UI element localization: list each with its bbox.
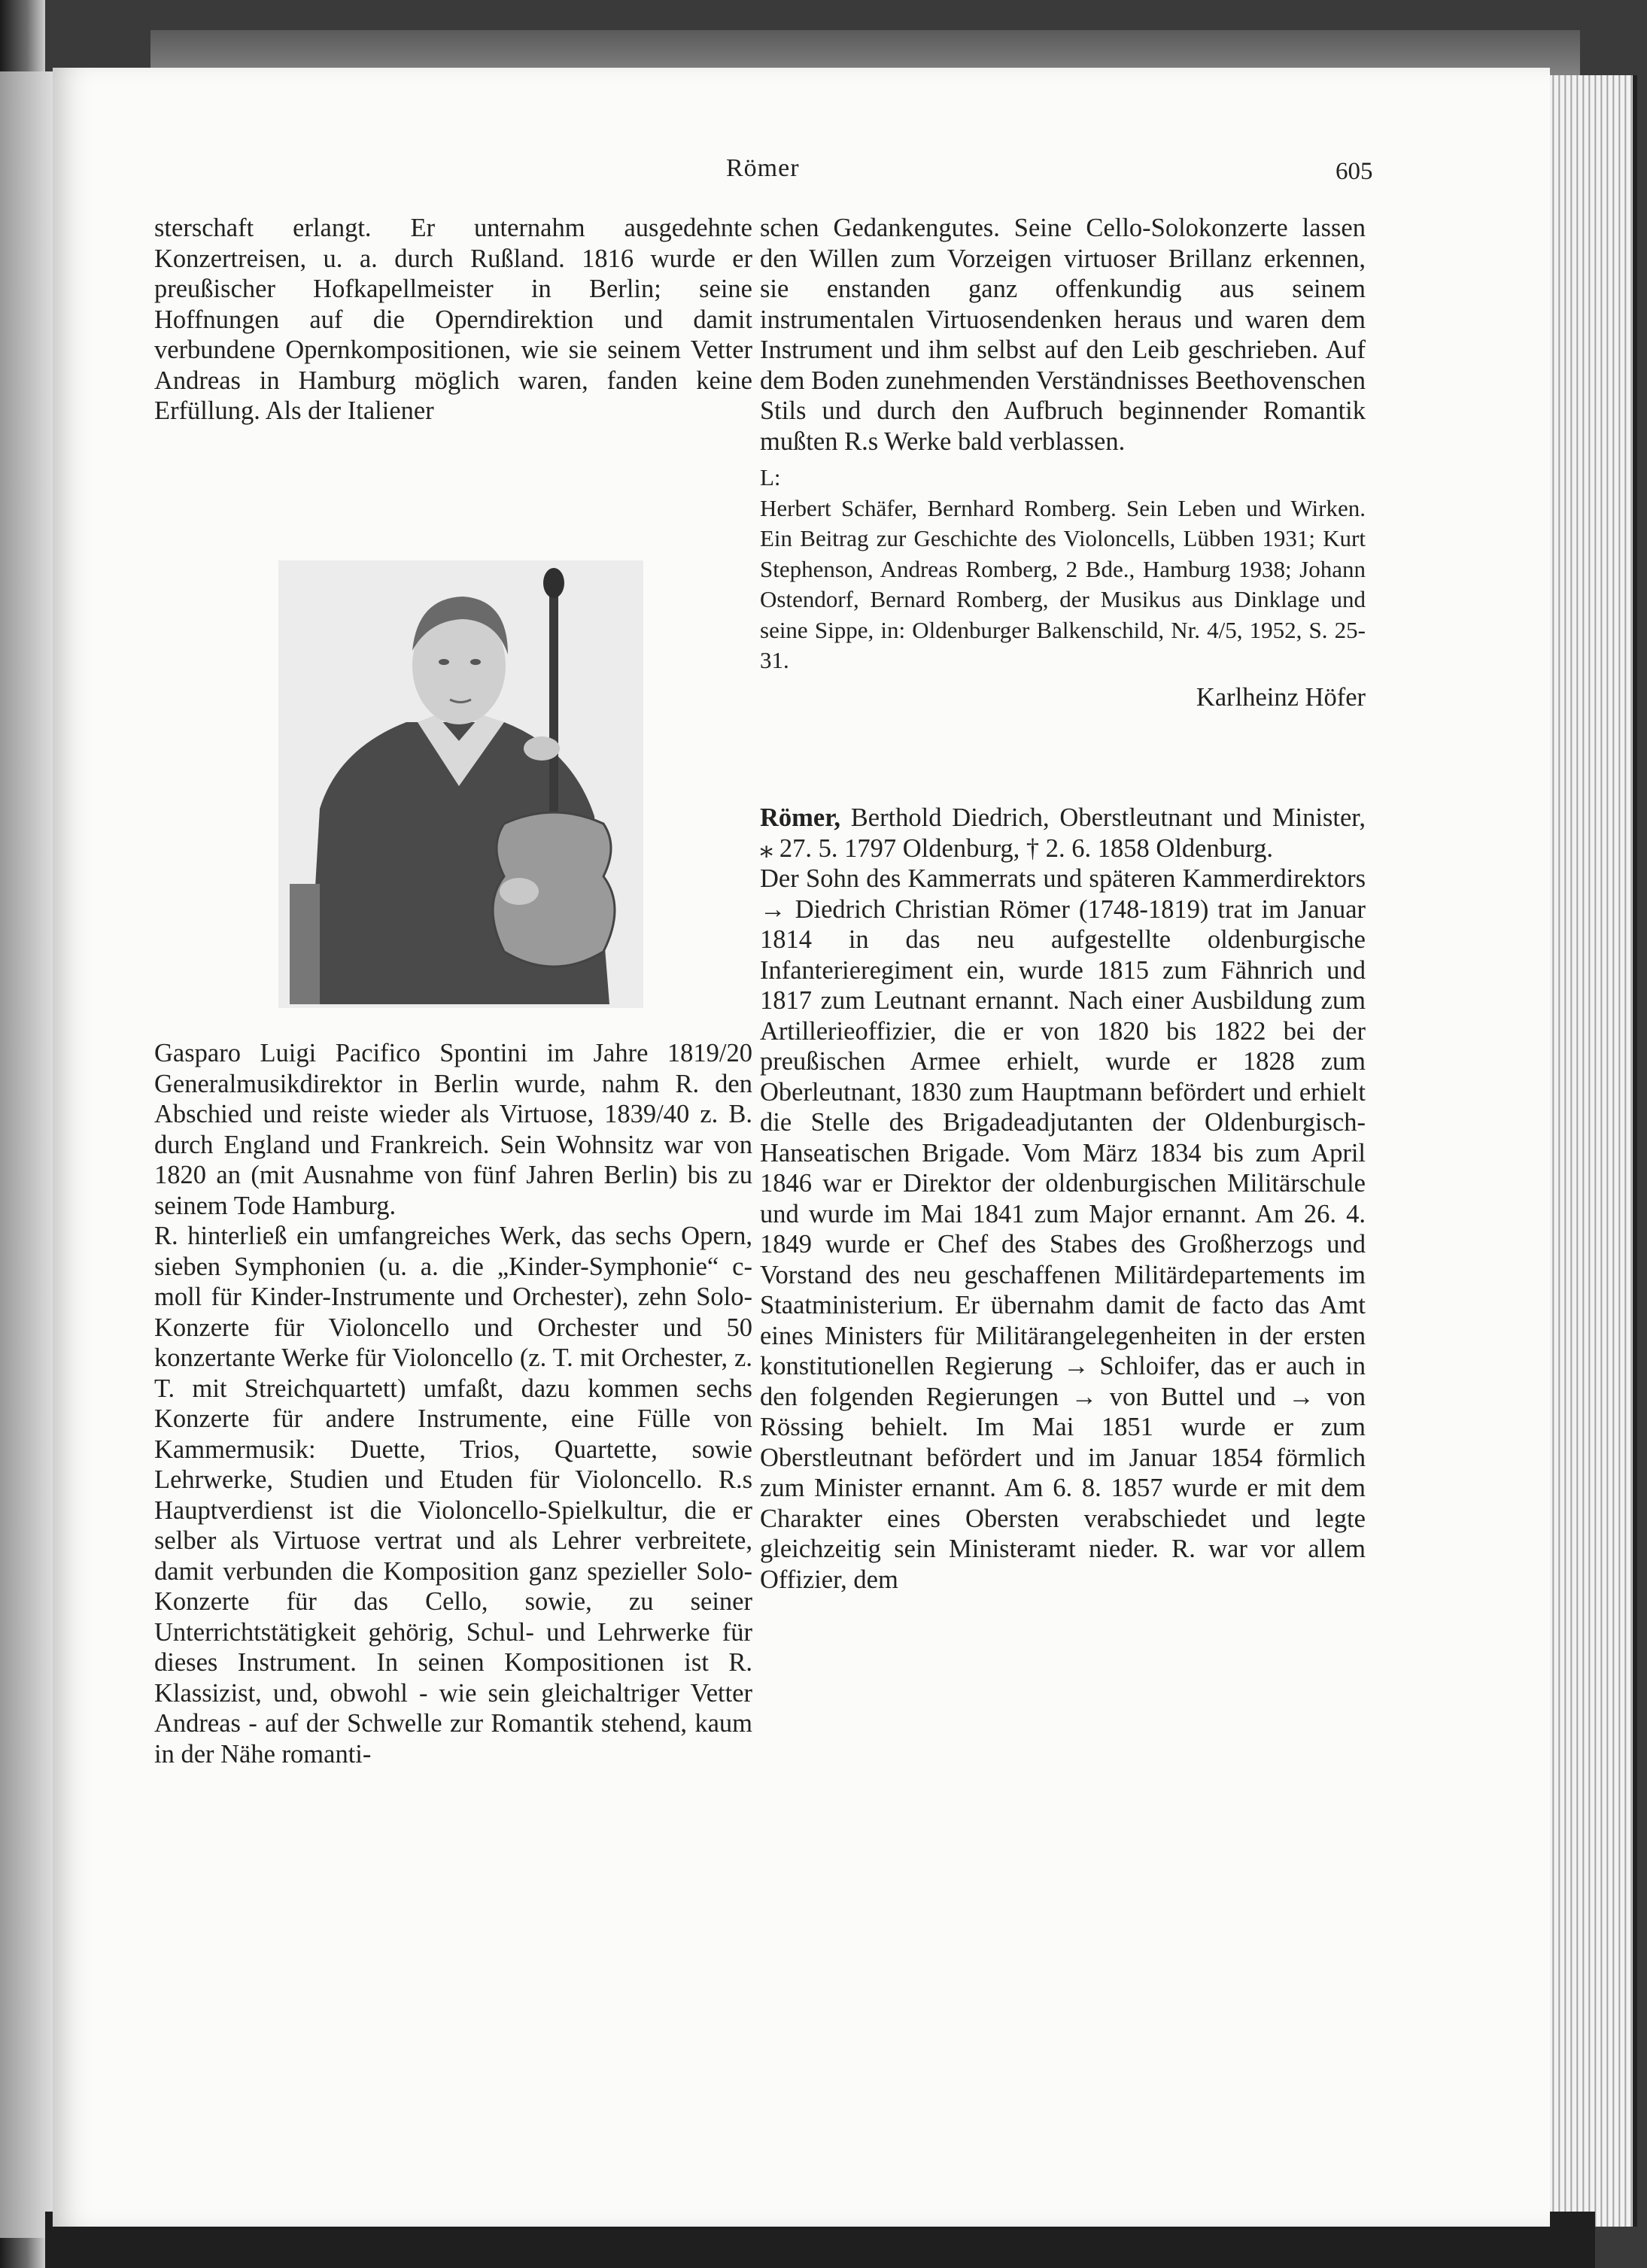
paragraph: Der Sohn des Kammerrats und späteren Kammerdirektors → Diedrich Christian Römer (1748-1819) trat im Januar 1814 in das neu aufgestellte oldenburgische Infanterieregiment ein, wurde 1815 zum Fähnrich und 1817 zum Leutnant ernannt. Nach einer Ausbildung zum Artillerieoffizier, die er von 1820 bis 1822 bei der preußischen Armee erhielt, wurde er 1828 zum Oberleutnant, 1830 zum Hauptmann befördert und erhielt die Stelle des Brigadeadjutanten der Oldenburgisch-Hanseatischen Brigade. Vom März 1834 bis zum April 1846 war er Direktor der oldenburgischen Militärschule und wurde im Mai 1841 zum Major ernannt. Am 26. 4. 1849 wurde er Chef des Stabes des Großherzogs und Vorstand des neu geschaffenen Militärdepartements im Staatministerium. Er übernahm damit de facto das Amt eines Ministers für Militärangelegenheiten in der ersten konstitutionellen Regierung → Schloifer, das er auch in den folgenden Regierungen → von Buttel und → von Rössing behielt. Im Mai 1851 wurde er zum Oberstleutnant befördert und im Januar 1854 förmlich zum Minister ernannt. Am 6. 8. 1857 wurde er mit dem Charakter eines Obersten verabschiedet und legte gleichzeitig sein Ministeramt nieder. R. war vor allem Offizier, dem: [760, 864, 1366, 1594]
entry-dates: Berthold Diedrich, Oberstleutnant und Minister, ⁎ 27. 5. 1797 Oldenburg, † 2. 6. 1858 Oldenburg.: [760, 803, 1366, 863]
paragraph: sterschaft erlangt. Er unternahm ausgedehnte Konzertreisen, u. a. durch Rußland. 1816 wurde er preußischer Hofkapellmeister in Berlin; seine Hoffnungen auf die Operndirektion und damit verbundene Opernkompositionen, wie sie seinem Vetter Andreas in Hamburg möglich waren, fanden keine Erfüllung. Als der Italiener: [154, 214, 752, 425]
left-column-bottom: [154, 1038, 752, 1769]
spacer: [760, 712, 1366, 803]
portrait-engraving: [278, 560, 643, 1008]
page-number: 605: [1336, 158, 1373, 185]
entry-name: Römer,: [760, 803, 840, 832]
paragraph: Gasparo Luigi Pacifico Spontini im Jahre 1819/20 Generalmusikdirektor in Berlin wurde, nahm R. den Abschied und reiste wieder als Virtuose, 1839/40 z. B. durch England und Frankreich. Sein Wohnsitz war von 1820 an (mit Ausnahme von fünf Jahren Berlin) bis zu seinem Tode Hamburg.: [154, 1039, 752, 1220]
literature-list: Herbert Schäfer, Bernhard Romberg. Sein Leben und Wirken. Ein Beitrag zur Geschichte des Violoncells, Lübben 1931; Kurt Stephenson, Andreas Romberg, 2 Bde., Hamburg 1938; Johann Ostendorf, Bernard Romberg, der Musikus aus Dinklage und seine Sippe, in: Oldenburger Balkenschild, Nr. 4/5, 1952, S. 25-31.: [760, 494, 1366, 673]
right-column: [760, 213, 1366, 1595]
paragraph: schen Gedankengutes. Seine Cello-Solokonzerte lassen den Willen zum Vorzeigen virtuoser Brillanz erkennen, sie enstanden ganz offenkundig aus seinem instrumentalen Virtuosendenken heraus und waren dem Instrument und ihm selbst auf den Leib geschrieben. Auf dem Boden zunehmenden Verständnisses Beethovenschen Stils und durch den Aufbruch beginnender Romantik mußten R.s Werke bald verblassen.: [760, 214, 1366, 456]
left-column-top: [154, 213, 752, 427]
portrait-illustration: [278, 560, 643, 1008]
running-title: Römer: [726, 154, 800, 182]
literature-label: L:: [760, 464, 781, 490]
paragraph: R. hinterließ ein umfangreiches Werk, das sechs Opern, sieben Symphonien (u. a. die „Kinder-Symphonie“ c-moll für Kinder-Instrumente und Orchester), zehn Solo-Konzerte für Violoncello und Orchester und 50 konzertante Werke für Violoncello (z. T. mit Orchester, z. T. mit Streichquartett) umfaßt, dazu kommen sechs Konzerte für andere Instrumente, eine Fülle von Kammermusik: Duette, Trios, Quartette, sowie Lehrwerke, Studien und Etuden für Violoncello. R.s Hauptverdienst ist die Violoncello-Spielkultur, die er selber als Virtuose vertrat und als Lehrer verbreitete, damit verbunden die Komposition ganz spezieller Solo-Konzerte für das Cello, sowie, zu seiner Unterrichtstätigkeit gehörig, Schul- und Lehrwerke für dieses Instrument. In seinen Kompositionen ist R. Klassizist, und, obwohl - wie sein gleichaltriger Vetter Andreas - auf der Schwelle zur Romantik stehend, kaum in der Nähe romanti-: [154, 1222, 752, 1769]
previous-page-edge: [0, 71, 60, 2238]
entry-header: [760, 803, 1366, 864]
page-stack-edge: [1542, 75, 1637, 2227]
article-author: Karlheinz Höfer: [1196, 682, 1366, 712]
